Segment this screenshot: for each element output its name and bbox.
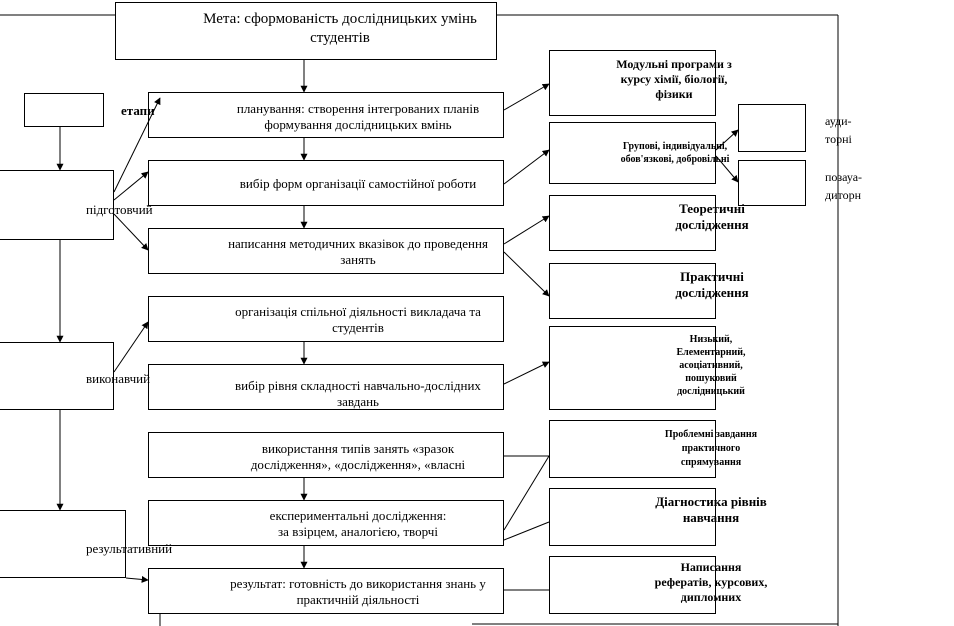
step-cooperation-line-2: студентів (332, 320, 384, 336)
theoretical-research-line-1: Теоретичні (679, 201, 745, 216)
step-planning-line-1: планування: створення інтегрованих планів (236, 101, 480, 116)
step-cooperation-text (148, 304, 568, 337)
step-result-text (148, 576, 568, 609)
step-complexity-line-1: вибір рівня складності навчально-дослідних (235, 378, 481, 393)
problem-tasks-line-1: Проблемні завдання (664, 429, 758, 440)
step-guidelines-line-1: написання методичних вказівок до проведення (228, 236, 488, 251)
step-experiments-text (148, 508, 568, 541)
writing-papers-line-2: рефератів, курсових, (654, 575, 768, 589)
step-experiments-line-2: за взірцем, аналогією, творчі (278, 524, 438, 540)
work-forms-line-1: Групові, індивідуальні, (622, 141, 728, 152)
difficulty-levels-line-1: Низький, (689, 334, 733, 345)
writing-papers-line-3: дипломних (680, 590, 742, 604)
step-lesson-types-line-2: дослідження», «дослідження», «власні (250, 457, 466, 473)
practical-research-text (612, 269, 812, 302)
difficulty-levels-line-3: асоціативний, (679, 360, 743, 371)
difficulty-levels-line-2: Елементарний, (676, 347, 746, 358)
step-complexity-line-2: завдань (337, 394, 379, 410)
problem-tasks-line-3: спрямування (680, 457, 742, 468)
diagnostics-line-1: Діагностика рівнів (655, 494, 767, 509)
step-result-line-2: практичній діяльності (296, 592, 420, 608)
classroom-line-1: ауди- (825, 114, 852, 128)
stage-resultative-label: результативний (86, 541, 173, 556)
classroom-label (825, 112, 852, 148)
step-lesson-types-text (148, 441, 568, 474)
modular-programs-line-1: Модульні програми з (616, 57, 732, 71)
stages-label: етапи (121, 103, 155, 118)
problem-tasks-line-2: практичного (681, 443, 741, 454)
difficulty-levels-line-5: дослідницький (677, 386, 745, 397)
modular-programs-line-3: фізики (655, 87, 693, 101)
stage-preparatory-label: підготовчий (86, 202, 153, 217)
work-forms-line-2: обов'язкові, добровільні (620, 153, 730, 165)
difficulty-levels-line-4: пошуковий (685, 373, 737, 384)
step-result-line-1: результат: готовність до використання знань у (230, 576, 486, 591)
extracurricular-line-2: диторн (825, 188, 862, 202)
stage-executive-label: виконавчий (86, 371, 151, 386)
step-guidelines-line-2: занять (340, 252, 376, 268)
step-forms-line-1: вибір форм організації самостійної роботи (239, 176, 477, 191)
extracurricular-line-1: позауа- (825, 170, 863, 184)
classroom-box (738, 104, 806, 152)
step-planning-text (148, 101, 568, 134)
practical-research-line-2: дослідження (675, 285, 749, 301)
writing-papers-text (611, 560, 811, 605)
problem-tasks-text (611, 428, 811, 470)
extracurricular-box (738, 160, 806, 206)
diagnostics-text (611, 494, 811, 527)
extracurricular-label (825, 168, 862, 204)
goal-text (115, 10, 565, 48)
step-planning-line-2: формування дослідницьких вмінь (264, 117, 452, 133)
writing-papers-line-1: Написання (680, 560, 742, 574)
modular-programs-text (549, 57, 799, 102)
difficulty-levels-text (611, 333, 811, 398)
step-cooperation-line-1: організація спільної діяльності викладача та (235, 304, 481, 319)
step-complexity-text (148, 378, 568, 411)
goal-line-2: студентів (310, 29, 370, 46)
step-forms-text (148, 176, 568, 192)
step-lesson-types-line-1: використання типів занять «зразок (261, 441, 455, 456)
practical-research-line-1: Практичні (680, 269, 744, 284)
step-guidelines-text (148, 236, 568, 269)
goal-line-1: Мета: сформованість дослідницьких умінь (203, 11, 477, 27)
step-experiments-line-1: експериментальні дослідження: (269, 508, 447, 523)
theoretical-research-line-2: дослідження (675, 217, 749, 233)
classroom-line-2: торні (825, 132, 852, 146)
modular-programs-line-2: курсу хімії, біології, (620, 72, 728, 86)
diagnostics-line-2: навчання (682, 510, 740, 526)
stages-header-box (24, 93, 104, 127)
